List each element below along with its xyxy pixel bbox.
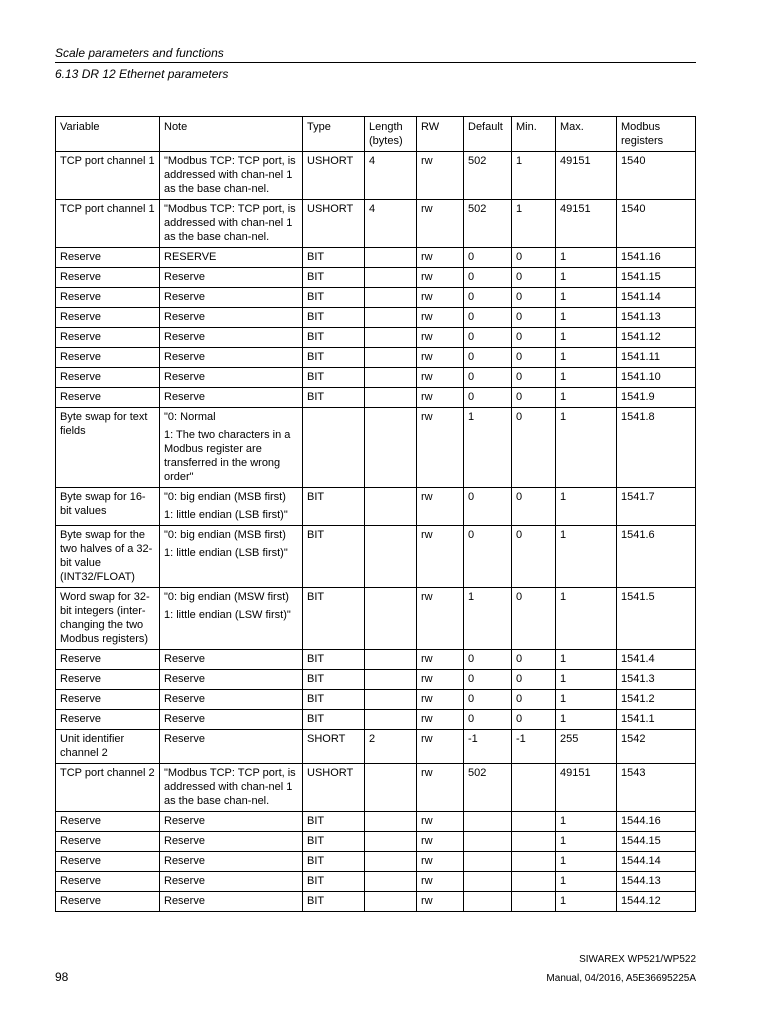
table-row — [56, 348, 696, 368]
cell-type: BIT — [303, 690, 365, 710]
cell-note — [160, 268, 303, 288]
cell-register: 1541.9 — [617, 388, 696, 408]
cell-default — [464, 832, 512, 852]
note-paragraph: Reserve — [164, 653, 205, 665]
note-paragraph: "0: big endian (MSW first) — [164, 591, 289, 603]
cell-min — [512, 852, 556, 872]
cell-length — [365, 268, 417, 288]
cell-default: 1 — [464, 408, 512, 488]
cell-default: 0 — [464, 348, 512, 368]
note-paragraph: Reserve — [164, 673, 205, 685]
footer-manual: Manual, 04/2016, A5E36695225A — [546, 973, 696, 984]
table-row — [56, 328, 696, 348]
note-paragraph: Reserve — [164, 271, 205, 283]
column-header-max: Max. — [556, 117, 617, 152]
cell-type — [303, 408, 365, 488]
cell-rw: rw — [417, 328, 464, 348]
cell-max: 1 — [556, 588, 617, 650]
cell-type: USHORT — [303, 152, 365, 200]
cell-note — [160, 152, 303, 200]
cell-note — [160, 872, 303, 892]
cell-type: BIT — [303, 892, 365, 912]
note-paragraph: Reserve — [164, 371, 205, 383]
cell-type: BIT — [303, 388, 365, 408]
cell-default: 0 — [464, 248, 512, 268]
note-paragraph: "Modbus TCP: TCP port, is addressed with chan-nel 1 as the base chan-nel. — [164, 767, 296, 807]
section-title: Scale parameters and functions — [55, 45, 696, 63]
cell-rw: rw — [417, 308, 464, 328]
note-paragraph: Reserve — [164, 713, 205, 725]
cell-min — [512, 764, 556, 812]
cell-default — [464, 872, 512, 892]
cell-length — [365, 348, 417, 368]
cell-length — [365, 526, 417, 588]
cell-default: -1 — [464, 730, 512, 764]
cell-register: 1541.11 — [617, 348, 696, 368]
cell-variable: Byte swap for text fields — [56, 408, 160, 488]
column-header-note: Note — [160, 117, 303, 152]
cell-min: 0 — [512, 690, 556, 710]
cell-variable: Reserve — [56, 832, 160, 852]
cell-type: USHORT — [303, 200, 365, 248]
cell-note — [160, 308, 303, 328]
cell-default: 0 — [464, 308, 512, 328]
column-header-default: Default — [464, 117, 512, 152]
column-header-rw: RW — [417, 117, 464, 152]
cell-type: BIT — [303, 872, 365, 892]
note-paragraph: 1: little endian (LSW first)" — [164, 609, 291, 621]
cell-register: 1541.10 — [617, 368, 696, 388]
cell-type: BIT — [303, 670, 365, 690]
cell-length — [365, 710, 417, 730]
note-paragraph: Reserve — [164, 733, 205, 745]
cell-default: 0 — [464, 388, 512, 408]
cell-type: BIT — [303, 812, 365, 832]
cell-variable: Reserve — [56, 650, 160, 670]
cell-type: BIT — [303, 348, 365, 368]
cell-type: BIT — [303, 368, 365, 388]
note-paragraph: 1: little endian (LSB first)" — [164, 509, 288, 521]
cell-register: 1541.8 — [617, 408, 696, 488]
cell-length — [365, 368, 417, 388]
cell-type: USHORT — [303, 764, 365, 812]
table-row — [56, 526, 696, 588]
cell-length: 4 — [365, 152, 417, 200]
cell-max: 1 — [556, 328, 617, 348]
cell-max: 255 — [556, 730, 617, 764]
column-header-type: Type — [303, 117, 365, 152]
cell-default: 0 — [464, 268, 512, 288]
cell-note — [160, 248, 303, 268]
cell-variable: TCP port channel 1 — [56, 200, 160, 248]
subsection-title: 6.13 DR 12 Ethernet parameters — [55, 67, 229, 81]
note-paragraph: Reserve — [164, 351, 205, 363]
cell-note — [160, 328, 303, 348]
note-paragraph: "Modbus TCP: TCP port, is addressed with chan-nel 1 as the base chan-nel. — [164, 155, 296, 195]
table-row — [56, 268, 696, 288]
cell-rw: rw — [417, 832, 464, 852]
cell-note — [160, 852, 303, 872]
cell-variable: Reserve — [56, 670, 160, 690]
cell-length — [365, 248, 417, 268]
cell-max: 1 — [556, 710, 617, 730]
cell-note — [160, 488, 303, 526]
cell-min: 0 — [512, 710, 556, 730]
cell-max: 1 — [556, 526, 617, 588]
cell-variable: Reserve — [56, 268, 160, 288]
cell-register: 1541.5 — [617, 588, 696, 650]
cell-register: 1541.3 — [617, 670, 696, 690]
cell-length — [365, 764, 417, 812]
table-row — [56, 892, 696, 912]
note-paragraph: Reserve — [164, 311, 205, 323]
cell-max: 1 — [556, 268, 617, 288]
cell-max: 49151 — [556, 764, 617, 812]
cell-note — [160, 348, 303, 368]
cell-length — [365, 308, 417, 328]
cell-min: 1 — [512, 200, 556, 248]
cell-type: BIT — [303, 488, 365, 526]
cell-min: 0 — [512, 408, 556, 488]
cell-register: 1544.15 — [617, 832, 696, 852]
cell-rw: rw — [417, 650, 464, 670]
cell-length — [365, 832, 417, 852]
cell-length — [365, 408, 417, 488]
cell-max: 1 — [556, 408, 617, 488]
cell-min: 0 — [512, 348, 556, 368]
cell-variable: Reserve — [56, 710, 160, 730]
cell-length — [365, 670, 417, 690]
cell-note — [160, 200, 303, 248]
cell-type: BIT — [303, 248, 365, 268]
cell-length — [365, 328, 417, 348]
cell-rw: rw — [417, 268, 464, 288]
cell-register: 1541.4 — [617, 650, 696, 670]
cell-note — [160, 812, 303, 832]
cell-length — [365, 892, 417, 912]
cell-max: 1 — [556, 852, 617, 872]
cell-default: 502 — [464, 764, 512, 812]
cell-length — [365, 650, 417, 670]
cell-rw: rw — [417, 812, 464, 832]
cell-variable: Reserve — [56, 872, 160, 892]
table-row — [56, 388, 696, 408]
cell-max: 1 — [556, 872, 617, 892]
cell-variable: Reserve — [56, 690, 160, 710]
cell-type: BIT — [303, 288, 365, 308]
cell-length — [365, 488, 417, 526]
cell-rw: rw — [417, 588, 464, 650]
cell-max: 1 — [556, 488, 617, 526]
cell-default: 502 — [464, 200, 512, 248]
cell-variable: Byte swap for the two halves of a 32-bit value (INT32/FLOAT) — [56, 526, 160, 588]
cell-default: 0 — [464, 526, 512, 588]
cell-register: 1542 — [617, 730, 696, 764]
cell-note — [160, 670, 303, 690]
cell-default: 502 — [464, 152, 512, 200]
cell-note — [160, 690, 303, 710]
footer-info — [546, 950, 696, 988]
cell-min: 1 — [512, 152, 556, 200]
note-paragraph: Reserve — [164, 875, 205, 887]
cell-max: 1 — [556, 288, 617, 308]
cell-default: 0 — [464, 488, 512, 526]
cell-min: 0 — [512, 388, 556, 408]
cell-note — [160, 710, 303, 730]
cell-note — [160, 408, 303, 488]
cell-rw: rw — [417, 690, 464, 710]
note-paragraph: Reserve — [164, 331, 205, 343]
cell-rw: rw — [417, 200, 464, 248]
cell-max: 1 — [556, 248, 617, 268]
cell-type: BIT — [303, 268, 365, 288]
cell-variable: Reserve — [56, 328, 160, 348]
page-header — [55, 45, 696, 82]
cell-register: 1541.13 — [617, 308, 696, 328]
cell-variable: TCP port channel 2 — [56, 764, 160, 812]
cell-rw: rw — [417, 408, 464, 488]
table-row — [56, 248, 696, 268]
cell-rw: rw — [417, 764, 464, 812]
cell-length — [365, 872, 417, 892]
cell-default: 1 — [464, 588, 512, 650]
table-row — [56, 588, 696, 650]
note-paragraph: Reserve — [164, 291, 205, 303]
cell-max: 1 — [556, 308, 617, 328]
cell-type: SHORT — [303, 730, 365, 764]
note-paragraph: RESERVE — [164, 251, 217, 263]
cell-default: 0 — [464, 690, 512, 710]
cell-variable: Reserve — [56, 368, 160, 388]
cell-rw: rw — [417, 892, 464, 912]
cell-register: 1544.13 — [617, 872, 696, 892]
cell-min — [512, 812, 556, 832]
cell-note — [160, 730, 303, 764]
cell-max: 1 — [556, 650, 617, 670]
note-paragraph: "0: Normal — [164, 411, 216, 423]
cell-rw: rw — [417, 152, 464, 200]
cell-min: 0 — [512, 588, 556, 650]
cell-type: BIT — [303, 852, 365, 872]
table-row — [56, 650, 696, 670]
note-paragraph: Reserve — [164, 391, 205, 403]
cell-register: 1540 — [617, 200, 696, 248]
column-header-min: Min. — [512, 117, 556, 152]
cell-type: BIT — [303, 650, 365, 670]
note-paragraph: "0: big endian (MSB first) — [164, 491, 286, 503]
cell-default: 0 — [464, 710, 512, 730]
table-row — [56, 764, 696, 812]
cell-default: 0 — [464, 368, 512, 388]
cell-register: 1541.16 — [617, 248, 696, 268]
cell-max: 1 — [556, 348, 617, 368]
table-row — [56, 288, 696, 308]
cell-type: BIT — [303, 832, 365, 852]
cell-max: 1 — [556, 368, 617, 388]
table-row — [56, 690, 696, 710]
note-paragraph: Reserve — [164, 815, 205, 827]
note-paragraph: 1: little endian (LSB first)" — [164, 547, 288, 559]
cell-max: 49151 — [556, 152, 617, 200]
table-row — [56, 872, 696, 892]
cell-type: BIT — [303, 526, 365, 588]
table-row — [56, 730, 696, 764]
cell-max: 1 — [556, 812, 617, 832]
cell-min — [512, 892, 556, 912]
cell-min: 0 — [512, 488, 556, 526]
cell-register: 1541.2 — [617, 690, 696, 710]
table-row — [56, 488, 696, 526]
table-row — [56, 200, 696, 248]
cell-min: 0 — [512, 526, 556, 588]
cell-register: 1541.7 — [617, 488, 696, 526]
table-body — [56, 152, 696, 912]
cell-note — [160, 388, 303, 408]
cell-min — [512, 872, 556, 892]
cell-register: 1540 — [617, 152, 696, 200]
cell-length — [365, 388, 417, 408]
table-row — [56, 368, 696, 388]
cell-variable: Unit identifier channel 2 — [56, 730, 160, 764]
cell-register: 1541.1 — [617, 710, 696, 730]
cell-default: 0 — [464, 328, 512, 348]
cell-register: 1541.12 — [617, 328, 696, 348]
cell-length — [365, 288, 417, 308]
cell-min — [512, 832, 556, 852]
parameters-table — [55, 116, 696, 912]
cell-default: 0 — [464, 670, 512, 690]
note-paragraph: "0: big endian (MSB first) — [164, 529, 286, 541]
cell-min: 0 — [512, 650, 556, 670]
cell-register: 1541.6 — [617, 526, 696, 588]
cell-min: 0 — [512, 670, 556, 690]
cell-variable: Reserve — [56, 348, 160, 368]
table-row — [56, 710, 696, 730]
cell-rw: rw — [417, 488, 464, 526]
cell-register: 1544.12 — [617, 892, 696, 912]
cell-rw: rw — [417, 248, 464, 268]
cell-variable: Reserve — [56, 892, 160, 912]
cell-variable: Reserve — [56, 288, 160, 308]
cell-max: 1 — [556, 388, 617, 408]
cell-register: 1541.14 — [617, 288, 696, 308]
note-paragraph: Reserve — [164, 835, 205, 847]
cell-type: BIT — [303, 710, 365, 730]
table-row — [56, 152, 696, 200]
cell-note — [160, 650, 303, 670]
cell-variable: Reserve — [56, 388, 160, 408]
cell-min: 0 — [512, 248, 556, 268]
page-number: 98 — [55, 970, 69, 984]
cell-max: 1 — [556, 670, 617, 690]
footer-product: SIWAREX WP521/WP522 — [579, 954, 696, 965]
table-row — [56, 670, 696, 690]
cell-default — [464, 852, 512, 872]
note-paragraph: 1: The two characters in a Modbus register are transferred in the wrong order" — [164, 429, 291, 483]
cell-rw: rw — [417, 852, 464, 872]
cell-variable: TCP port channel 1 — [56, 152, 160, 200]
cell-register: 1544.16 — [617, 812, 696, 832]
cell-rw: rw — [417, 388, 464, 408]
cell-rw: rw — [417, 288, 464, 308]
cell-length — [365, 588, 417, 650]
cell-register: 1541.15 — [617, 268, 696, 288]
cell-min: 0 — [512, 368, 556, 388]
cell-note — [160, 892, 303, 912]
cell-rw: rw — [417, 368, 464, 388]
cell-rw: rw — [417, 710, 464, 730]
table-row — [56, 852, 696, 872]
cell-min: 0 — [512, 288, 556, 308]
cell-max: 1 — [556, 892, 617, 912]
cell-register: 1543 — [617, 764, 696, 812]
cell-register: 1544.14 — [617, 852, 696, 872]
column-header-modbus-registers: Modbus registers — [617, 117, 696, 152]
cell-min: 0 — [512, 328, 556, 348]
table-row — [56, 832, 696, 852]
cell-max: 49151 — [556, 200, 617, 248]
cell-rw: rw — [417, 348, 464, 368]
cell-variable: Reserve — [56, 852, 160, 872]
cell-length — [365, 852, 417, 872]
column-header-length: Length (bytes) — [365, 117, 417, 152]
cell-note — [160, 368, 303, 388]
cell-rw: rw — [417, 872, 464, 892]
cell-variable: Reserve — [56, 308, 160, 328]
table-header-row — [56, 117, 696, 152]
cell-min: 0 — [512, 308, 556, 328]
cell-type: BIT — [303, 588, 365, 650]
cell-note — [160, 764, 303, 812]
cell-note — [160, 288, 303, 308]
cell-note — [160, 588, 303, 650]
note-paragraph: Reserve — [164, 855, 205, 867]
table-row — [56, 812, 696, 832]
cell-min: 0 — [512, 268, 556, 288]
cell-note — [160, 526, 303, 588]
cell-variable: Reserve — [56, 248, 160, 268]
note-paragraph: Reserve — [164, 895, 205, 907]
cell-length — [365, 690, 417, 710]
cell-default — [464, 892, 512, 912]
table-row — [56, 308, 696, 328]
cell-default: 0 — [464, 650, 512, 670]
cell-max: 1 — [556, 832, 617, 852]
cell-max: 1 — [556, 690, 617, 710]
cell-rw: rw — [417, 730, 464, 764]
cell-variable: Word swap for 32-bit integers (inter-changing the two Modbus registers) — [56, 588, 160, 650]
note-paragraph: "Modbus TCP: TCP port, is addressed with chan-nel 1 as the base chan-nel. — [164, 203, 296, 243]
note-paragraph: Reserve — [164, 693, 205, 705]
cell-length: 4 — [365, 200, 417, 248]
cell-rw: rw — [417, 526, 464, 588]
cell-variable: Byte swap for 16-bit values — [56, 488, 160, 526]
column-header-variable: Variable — [56, 117, 160, 152]
cell-default: 0 — [464, 288, 512, 308]
cell-note — [160, 832, 303, 852]
cell-type: BIT — [303, 308, 365, 328]
cell-variable: Reserve — [56, 812, 160, 832]
cell-length: 2 — [365, 730, 417, 764]
cell-type: BIT — [303, 328, 365, 348]
cell-default — [464, 812, 512, 832]
table-row — [56, 408, 696, 488]
cell-rw: rw — [417, 670, 464, 690]
cell-length — [365, 812, 417, 832]
cell-min: -1 — [512, 730, 556, 764]
